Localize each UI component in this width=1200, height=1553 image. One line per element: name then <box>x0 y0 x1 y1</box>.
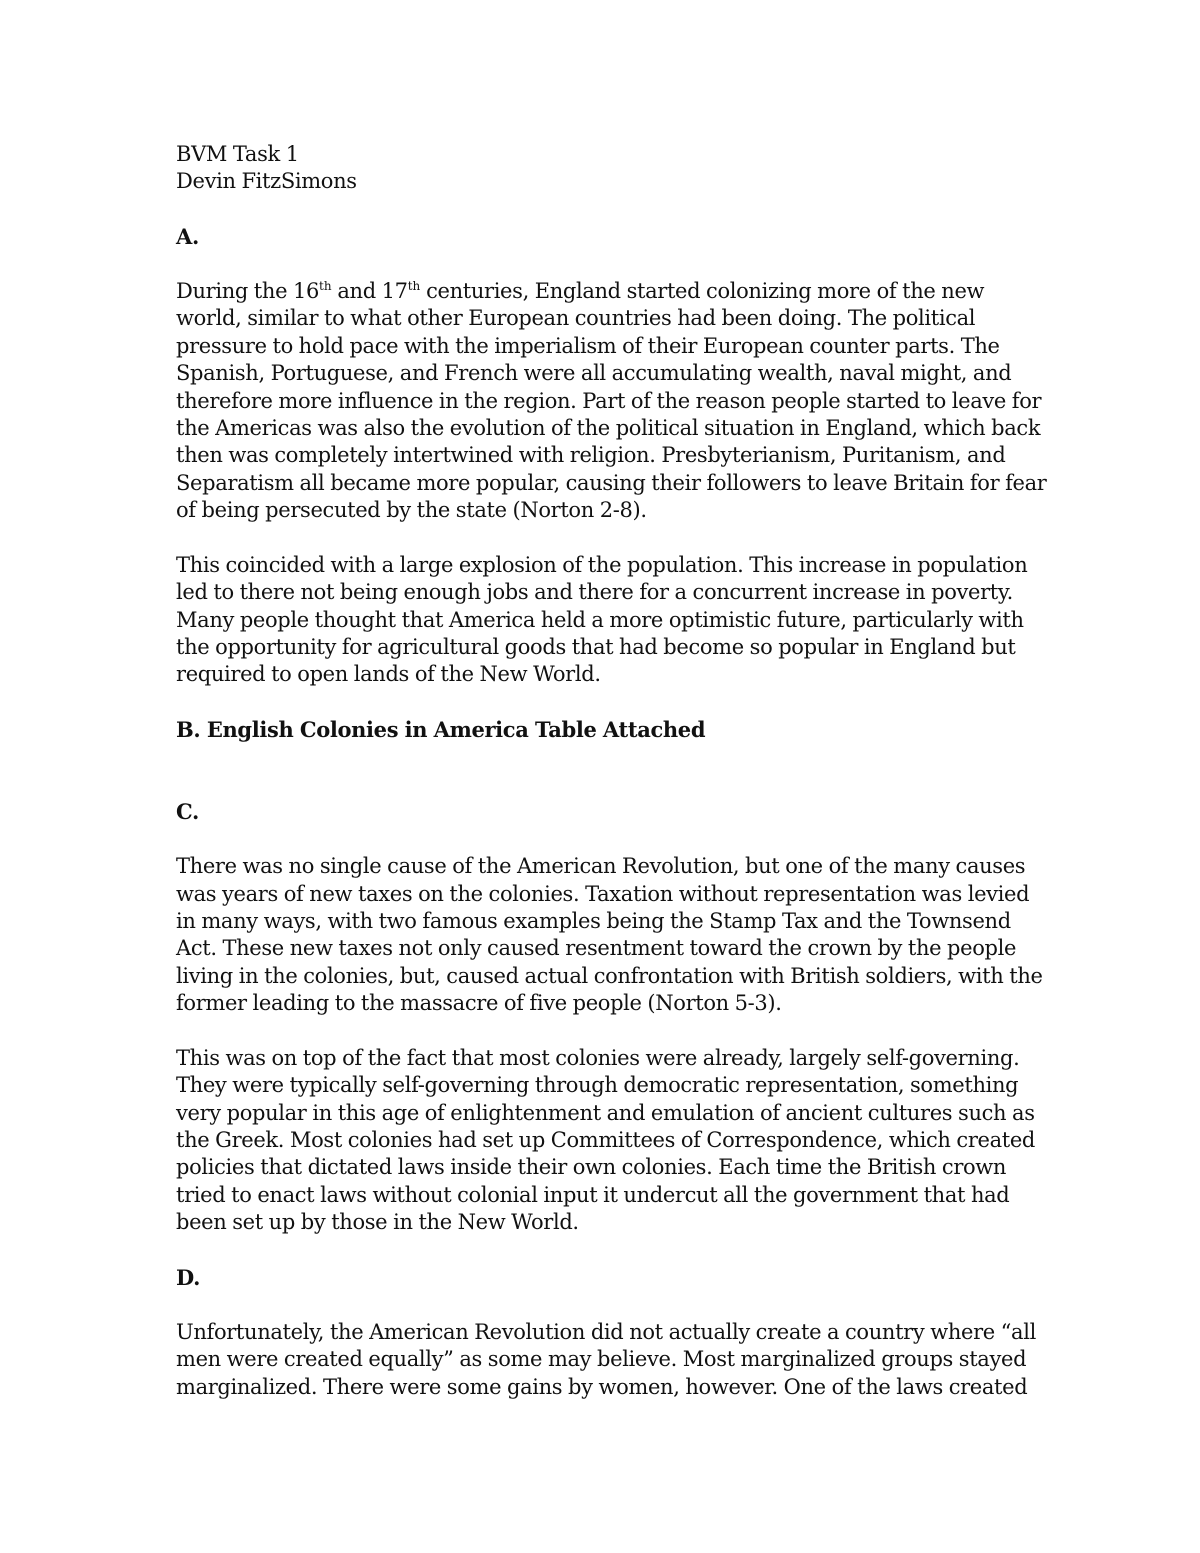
paragraph-line: required to open lands of the New World. <box>176 662 601 687</box>
paragraph-line: Many people thought that America held a more optimistic future, particularly with <box>176 607 1024 632</box>
paragraph-line: then was completely intertwined with religion. Presbyterianism, Puritanism, and <box>176 443 1006 468</box>
section-d-paragraph-1 <box>176 1319 1036 1401</box>
text-run: centuries, England started colonizing more of the new <box>420 278 985 303</box>
paragraph-line: the opportunity for agricultural goods that had become so popular in England but <box>176 635 1016 660</box>
section-c-paragraph-2 <box>176 1045 1036 1237</box>
section-c-heading: C. <box>176 799 199 825</box>
paragraph-line: of being persecuted by the state (Norton 2-8). <box>176 498 647 523</box>
paragraph-line: Separatism all became more popular, causing their followers to leave Britain for fear <box>176 470 1047 495</box>
paragraph-line: led to there not being enough jobs and there for a concurrent increase in poverty. <box>176 580 1013 605</box>
document-header <box>176 141 1036 196</box>
paragraph-line: Act. These new taxes not only caused resentment toward the crown by the people <box>176 936 1017 961</box>
section-a-paragraph-2 <box>176 552 1036 689</box>
superscript-th: th <box>319 278 332 293</box>
paragraph-line: policies that dictated laws inside their own colonies. Each time the British crown <box>176 1155 1007 1180</box>
paragraph-line: was years of new taxes on the colonies. Taxation without representation was levied <box>176 881 1030 906</box>
paragraph-line: Spanish, Portuguese, and French were all accumulating wealth, naval might, and <box>176 361 1012 386</box>
paragraph-line: in many ways, with two famous examples being the Stamp Tax and the Townsend <box>176 908 1011 933</box>
text-run: During the 16 <box>176 278 319 303</box>
paragraph-line: the Americas was also the evolution of the political situation in England, which back <box>176 415 1041 440</box>
section-c-paragraph-1 <box>176 853 1043 1017</box>
paragraph-line: Unfortunately, the American Revolution did not actually create a country where “all <box>176 1319 1036 1344</box>
paragraph-line: They were typically self-governing through democratic representation, something <box>176 1073 1019 1098</box>
paragraph-line: tried to enact laws without colonial input it undercut all the government that had <box>176 1182 1010 1207</box>
text-run: and 17 <box>331 278 408 303</box>
paragraph-line: men were created equally” as some may believe. Most marginalized groups stayed <box>176 1347 1027 1372</box>
document-author: Devin FitzSimons <box>176 169 357 194</box>
paragraph-line <box>176 278 1036 305</box>
paragraph-line: There was no single cause of the American Revolution, but one of the many causes <box>176 854 1026 879</box>
paragraph-line: former leading to the massacre of five people (Norton 5-3). <box>176 991 782 1016</box>
paragraph-line: very popular in this age of enlightenment and emulation of ancient cultures such as <box>176 1100 1035 1125</box>
section-a-heading: A. <box>176 224 199 250</box>
paragraph-line: world, similar to what other European countries had been doing. The political <box>176 306 976 331</box>
paragraph-line: living in the colonies, but, caused actual confrontation with British soldiers, with the <box>176 963 1043 988</box>
section-b-heading: B. English Colonies in America Table Attached <box>176 717 706 743</box>
section-a-paragraph-1 <box>176 278 1047 525</box>
document-title: BVM Task 1 <box>176 142 299 166</box>
paragraph-line: therefore more influence in the region. Part of the reason people started to leave for <box>176 388 1042 413</box>
paragraph-line: pressure to hold pace with the imperialism of their European counter parts. The <box>176 333 1000 358</box>
superscript-th: th <box>407 278 421 293</box>
paragraph-line: This coincided with a large explosion of the population. This increase in population <box>176 552 1028 577</box>
document-body <box>176 141 1047 1428</box>
paragraph-line: This was on top of the fact that most colonies were already, largely self-governing. <box>176 1045 1020 1070</box>
section-d-heading: D. <box>176 1265 201 1291</box>
paragraph-line: marginalized. There were some gains by women, however. One of the laws created <box>176 1374 1028 1399</box>
paragraph-line: been set up by those in the New World. <box>176 1210 579 1235</box>
paragraph-line: the Greek. Most colonies had set up Committees of Correspondence, which created <box>176 1128 1036 1153</box>
